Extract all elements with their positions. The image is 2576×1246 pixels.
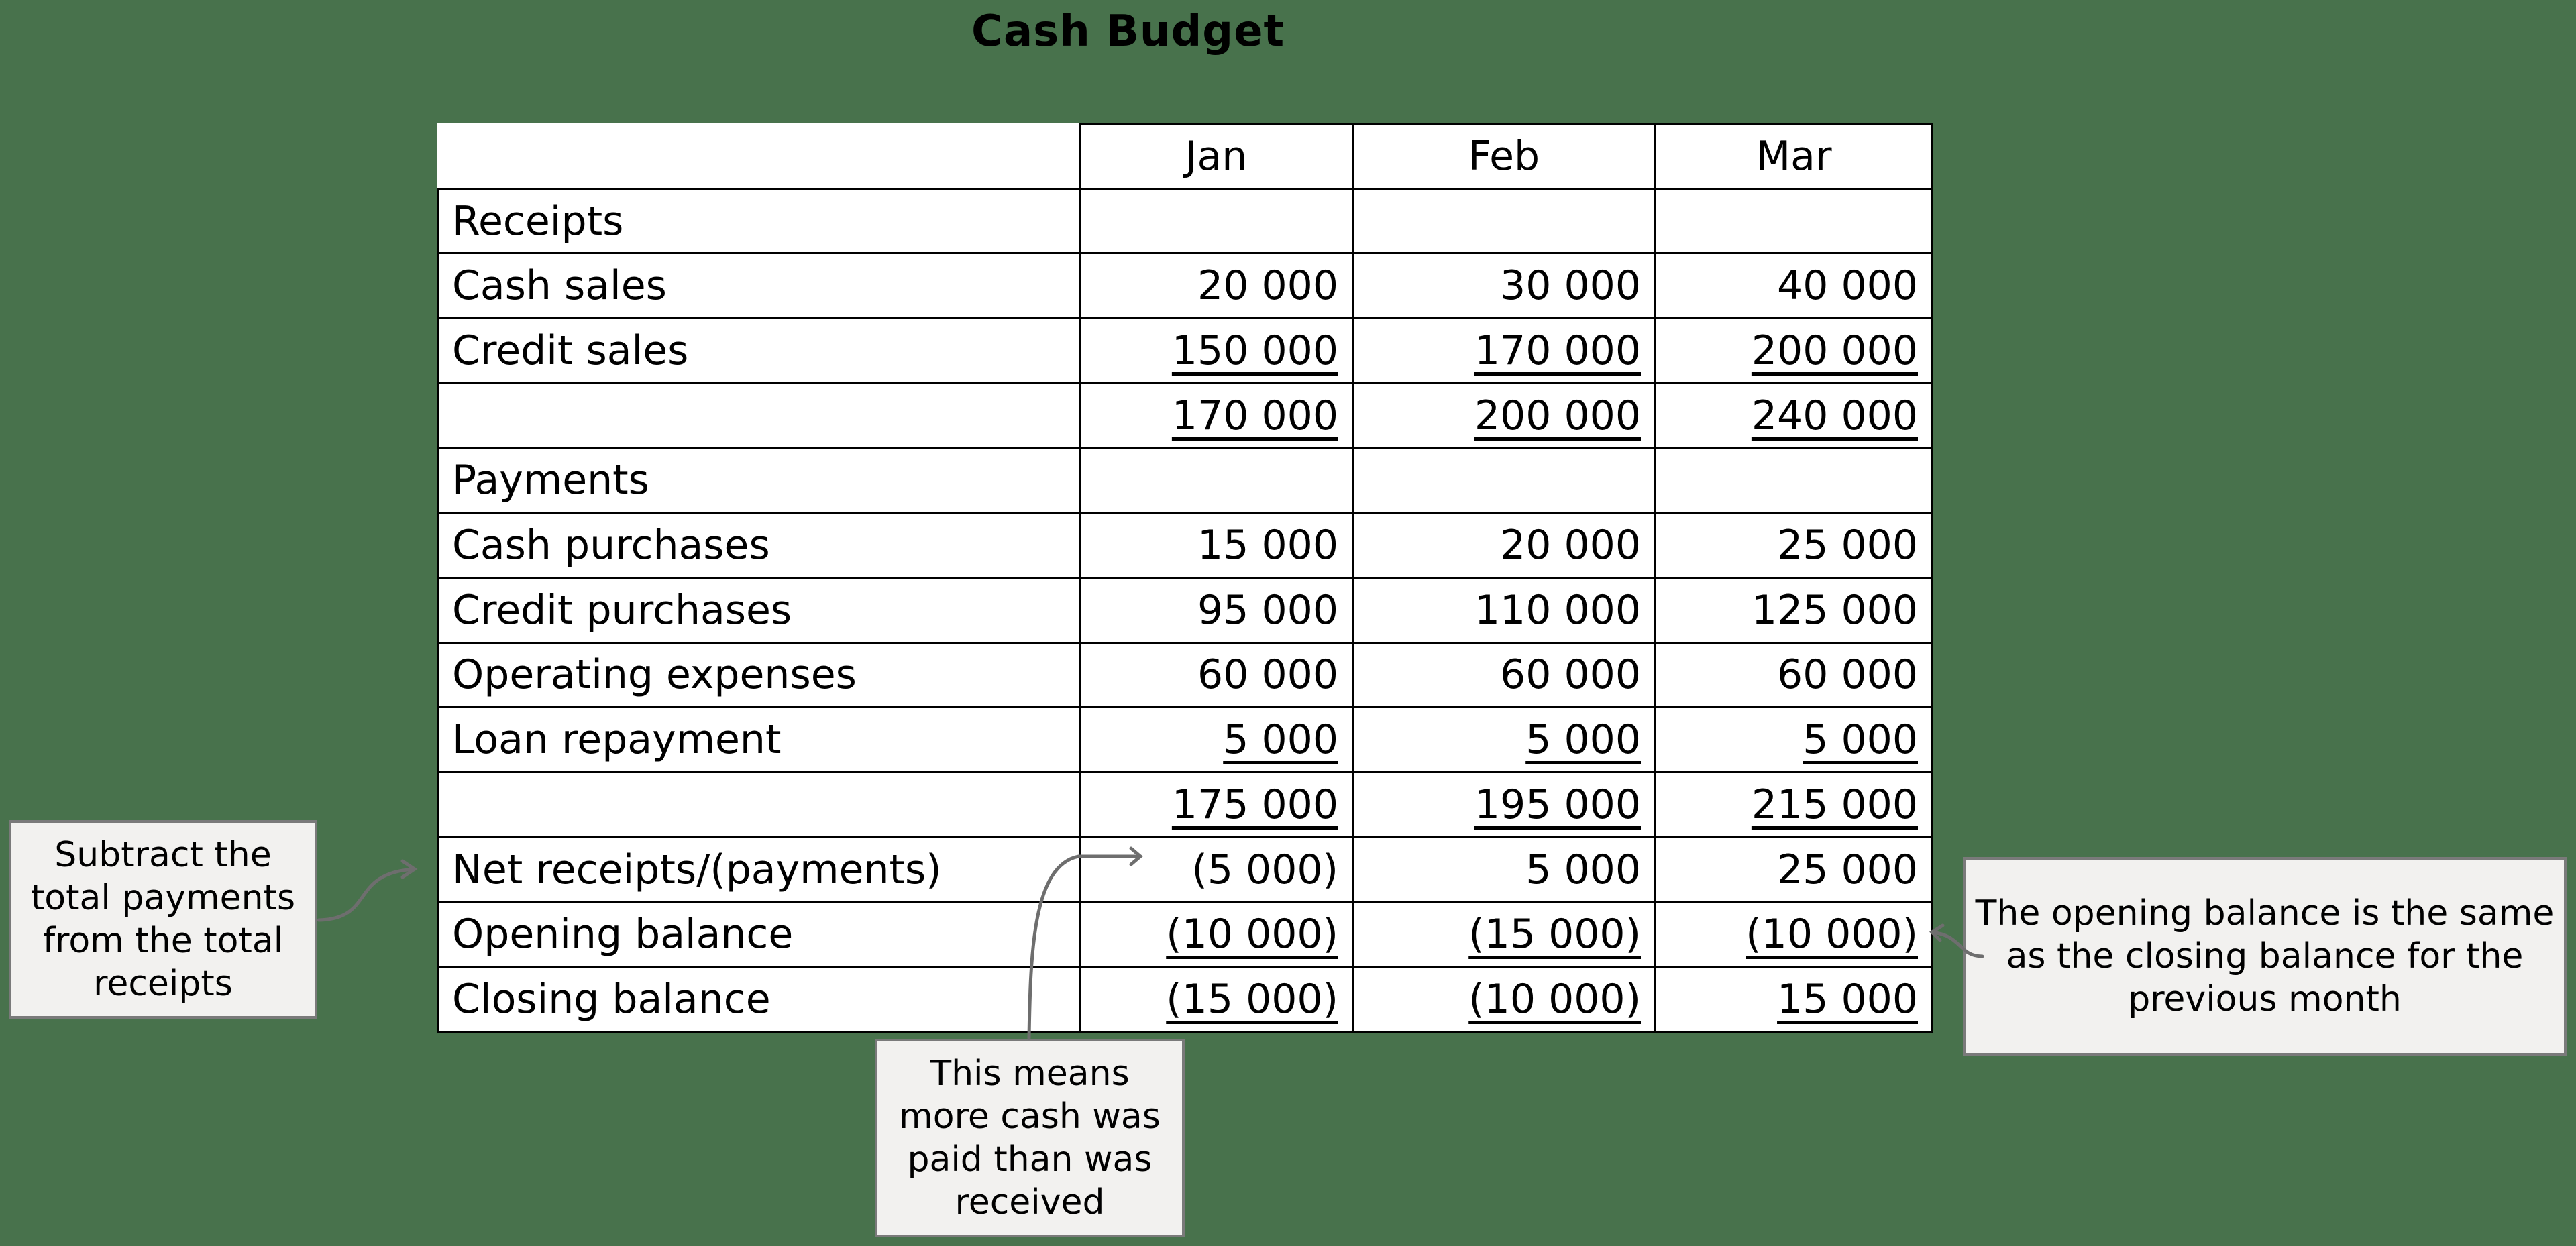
cell-mar: 200 000 bbox=[1751, 327, 1918, 374]
arrow-opening-icon bbox=[1932, 932, 1982, 956]
cell-jan: (15 000) bbox=[1166, 976, 1338, 1023]
receipts-total-mar: 240 000 bbox=[1751, 392, 1918, 439]
row-label: Net receipts/(payments) bbox=[438, 837, 1080, 902]
row-label: Payments bbox=[438, 448, 1080, 513]
cell-feb: 60 000 bbox=[1353, 642, 1656, 707]
header-jan: Jan bbox=[1080, 124, 1353, 189]
note-line: previous month bbox=[2128, 979, 2402, 1019]
cell-mar: 15 000 bbox=[1777, 976, 1918, 1023]
note-line: Subtract the bbox=[54, 835, 272, 875]
cell-jan: 15 000 bbox=[1080, 513, 1353, 578]
note-line: from the total bbox=[42, 921, 284, 961]
cell-jan: 5 000 bbox=[1223, 716, 1338, 764]
row-label: Cash sales bbox=[438, 253, 1080, 319]
row-label: Loan repayment bbox=[438, 707, 1080, 773]
row-label: Credit purchases bbox=[438, 577, 1080, 642]
cell-mar: 5 000 bbox=[1803, 716, 1918, 764]
cell-mar: (10 000) bbox=[1746, 911, 1918, 958]
cell-mar: 60 000 bbox=[1656, 642, 1933, 707]
header-mar: Mar bbox=[1656, 124, 1933, 189]
note-line: as the closing balance for the bbox=[2006, 936, 2524, 976]
payments-total-jan: 175 000 bbox=[1171, 781, 1338, 828]
cell-mar: 25 000 bbox=[1656, 513, 1933, 578]
cell-feb: (10 000) bbox=[1468, 976, 1641, 1023]
row-label: Opening balance bbox=[438, 902, 1080, 967]
cell-jan: 95 000 bbox=[1080, 577, 1353, 642]
cell-jan: (10 000) bbox=[1166, 911, 1338, 958]
note-line: total payments bbox=[30, 878, 296, 918]
cell-mar: 40 000 bbox=[1656, 253, 1933, 319]
cell-feb: (15 000) bbox=[1468, 911, 1641, 958]
receipts-total-feb: 200 000 bbox=[1474, 392, 1641, 439]
note-line: paid than was bbox=[907, 1139, 1152, 1180]
header-feb: Feb bbox=[1353, 124, 1656, 189]
cell-feb: 30 000 bbox=[1353, 253, 1656, 319]
arrow-means-icon bbox=[1029, 856, 1140, 1038]
row-label: Receipts bbox=[438, 188, 1080, 253]
note-line: receipts bbox=[93, 964, 233, 1004]
payments-total-feb: 195 000 bbox=[1474, 781, 1641, 828]
payments-total-mar: 215 000 bbox=[1751, 781, 1918, 828]
note-line: received bbox=[955, 1182, 1105, 1223]
row-label: Credit sales bbox=[438, 319, 1080, 384]
cell-mar: 25 000 bbox=[1656, 837, 1933, 902]
cell-jan: 150 000 bbox=[1171, 327, 1338, 374]
arrow-subtract-icon bbox=[319, 869, 415, 920]
note-line: more cash was bbox=[899, 1096, 1161, 1137]
row-label: Closing balance bbox=[438, 967, 1080, 1032]
cell-jan: 60 000 bbox=[1080, 642, 1353, 707]
note-line: The opening balance is the same bbox=[1975, 893, 2555, 933]
cell-mar: 125 000 bbox=[1656, 577, 1933, 642]
cell-jan: 20 000 bbox=[1080, 253, 1353, 319]
page-title: Cash Budget bbox=[971, 7, 1285, 56]
cell-feb: 5 000 bbox=[1353, 837, 1656, 902]
cell-feb: 170 000 bbox=[1474, 327, 1641, 374]
row-label: Operating expenses bbox=[438, 642, 1080, 707]
receipts-total-jan: 170 000 bbox=[1171, 392, 1338, 439]
cell-feb: 5 000 bbox=[1525, 716, 1641, 764]
cell-feb: 110 000 bbox=[1353, 577, 1656, 642]
row-label: Cash purchases bbox=[438, 513, 1080, 578]
cell-jan: (5 000) bbox=[1080, 837, 1353, 902]
note-line: This means bbox=[930, 1054, 1130, 1094]
cell-feb: 20 000 bbox=[1353, 513, 1656, 578]
